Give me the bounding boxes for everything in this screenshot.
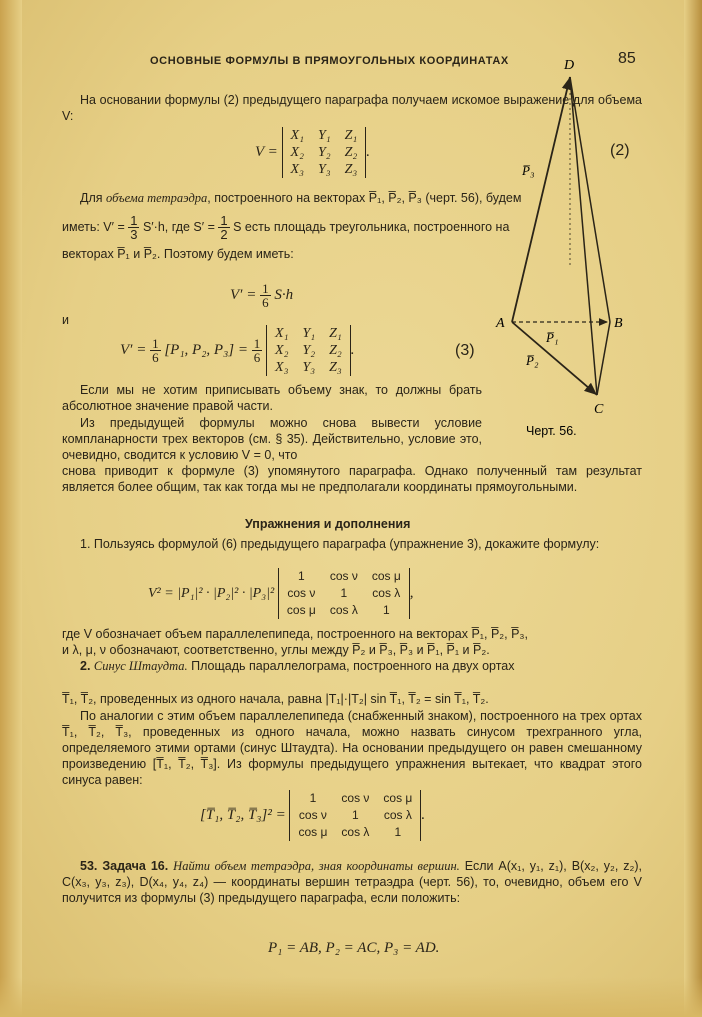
matrix-cell: Z₂ — [344, 145, 358, 160]
matrix-cell: cos μ — [298, 825, 328, 839]
fraction — [128, 214, 139, 241]
determinant — [266, 325, 351, 376]
figure-caption: Черт. 56. — [526, 424, 577, 438]
equation-2 — [255, 127, 370, 178]
label-p2: P̅₂ — [526, 353, 539, 368]
paragraph-therefore: векторах P̅₁ и P̅₂. Поэтому будем иметь: — [62, 247, 294, 261]
matrix-cell: Z₁ — [344, 128, 358, 143]
matrix-cell: Z₁ — [329, 326, 342, 341]
matrix-cell: cos ν — [298, 808, 327, 822]
matrix-cell: Y₃ — [317, 162, 331, 177]
matrix-cell: 1 — [309, 791, 317, 805]
denominator: 3 — [130, 227, 138, 242]
text: S есть площадь треугольника, построенного на — [233, 219, 510, 234]
italic-term: объема тетраэдра — [106, 191, 208, 205]
text: S′·h, где S′ = — [142, 219, 215, 234]
matrix-cell: cos λ — [329, 603, 358, 617]
paragraph-sign: Если мы не хотим приписывать объему знак, то должны брать абсолютное значение правой части. — [62, 383, 482, 413]
determinant — [282, 127, 367, 178]
numerator: 1 — [130, 213, 138, 228]
denominator: 6 — [262, 295, 269, 310]
matrix-cell: Z₃ — [344, 162, 358, 177]
denominator: 6 — [152, 350, 159, 365]
equation-ex1 — [148, 568, 414, 619]
matrix-cell: 1 — [352, 808, 359, 822]
equation-3 — [120, 325, 355, 376]
matrix-cell: Y₁ — [302, 326, 316, 341]
page-edge-left — [0, 0, 22, 1017]
task-title: Найти объем тетраэдра, зная координаты вершин. — [173, 859, 460, 873]
label-p3: P̅₃ — [522, 163, 535, 178]
label-a: A — [496, 316, 505, 331]
text: Площадь параллелограма, построенного на двух ортах — [191, 659, 515, 673]
matrix-cell: X₃ — [290, 162, 304, 177]
label-c: C — [594, 402, 604, 417]
running-title: ОСНОВНЫЕ ФОРМУЛЫ В ПРЯМОУГОЛЬНЫХ КООРДИНАТАХ — [150, 55, 509, 67]
task-16 — [62, 858, 642, 906]
matrix-cell: Y₃ — [302, 360, 316, 375]
eq-lhs: [T̅₁, T̅₂, T̅₃]² = — [200, 806, 286, 823]
exercise-2-line2: T̅₁, T̅₂, проведенных из одного начала, равна |T₁|·|T₂| sin T̅₁, T̅₂ = sin T̅₁, T̅₂. — [62, 692, 489, 706]
numerator: 1 — [262, 281, 269, 296]
numerator: 1 — [253, 336, 261, 351]
edge-dc — [570, 77, 597, 395]
matrix-cell: cos μ — [383, 791, 413, 805]
exercise-2-paragraph: По аналогии с этим объем параллелепипеда (снабженный знаком), построенного на трех ортах T̅₁, T̅₂, T̅₃, проведенных из одного начала, можно назвать синусом трехгранного угла, определяемого этими ортами (синус Штаудта). На основании предыдущего он равен смешанному произведению [T̅₁, T̅₂, T̅₃]. Из формулы предыдущего упражнения вытекает, что квадрат этого синуса равен: — [62, 709, 642, 787]
equation-sh — [230, 282, 293, 309]
determinant — [289, 790, 421, 841]
label-p1: P̅₁ — [546, 330, 559, 345]
exercise-1-angles: и λ, μ, ν обозначают, соответственно, углы между P̅₂ и P̅₃, P̅₃ и P̅₁, P̅₁ и P̅₂. — [62, 643, 490, 657]
conjunction: и — [62, 313, 69, 327]
matrix-cell: X₂ — [275, 343, 289, 358]
fraction — [218, 214, 229, 241]
determinant — [278, 568, 410, 619]
label-b: B — [614, 316, 623, 331]
eq-lhs: V′ = — [230, 286, 257, 303]
text: иметь: V′ = — [62, 219, 125, 234]
matrix-cell: cos ν — [329, 569, 358, 583]
label-d: D — [564, 58, 575, 73]
section-title: Упражнения и дополнения — [245, 517, 411, 531]
paragraph-coplanarity: Из предыдущей формулы можно снова вывести условие компланарности трех векторов (см. § 35). Действительно, условие это, очевидно, сводится к условию V = 0, что — [62, 416, 482, 462]
fraction — [150, 337, 161, 364]
eq-lhs: V = — [255, 143, 278, 160]
matrix-cell: X₂ — [290, 145, 304, 160]
matrix-cell: cos μ — [371, 569, 401, 583]
matrix-cell: Z₂ — [329, 343, 342, 358]
matrix-cell: Y₁ — [317, 128, 331, 143]
matrix-cell: Y₂ — [317, 145, 331, 160]
eq-tail: . — [350, 341, 355, 358]
fraction — [260, 282, 271, 309]
fraction — [252, 337, 263, 364]
text: Для — [80, 191, 107, 205]
matrix-cell: X₃ — [275, 360, 289, 375]
denominator: 6 — [253, 350, 261, 365]
numerator: 1 — [152, 336, 159, 351]
matrix-cell: X₁ — [275, 326, 289, 341]
equation-number: (3) — [455, 342, 475, 359]
matrix-cell: cos ν — [287, 586, 316, 600]
exercise-title: Синус Штаудта. — [93, 659, 188, 673]
equation-number: (2) — [610, 142, 630, 159]
vector-p3 — [512, 77, 570, 322]
eq-mid: [P₁, P₂, P₃] = — [164, 341, 249, 358]
eq-lhs: V² = |P₁|² · |P₂|² · |P₃|² — [148, 585, 275, 601]
denominator: 2 — [220, 227, 228, 242]
tetrahedron-figure — [490, 55, 640, 450]
matrix-cell: cos λ — [372, 586, 401, 600]
task-number: 53. Задача 16. — [80, 859, 169, 873]
matrix-cell: cos λ — [341, 825, 370, 839]
matrix-cell: Y₂ — [302, 343, 316, 358]
eq-lhs: V′ = — [120, 341, 147, 358]
text: Если A(x₁, y₁, z₁), B(x₂, y₂, z₂), C(x₃, y₃, z₃), D(x₄, y₄, z₄) — координаты вершин тетраэдра (черт. 56), то, очевидно, объем его V получится из формулы (3) предыдущего параграфа, если положить: — [62, 859, 642, 905]
edge-db — [570, 77, 610, 322]
matrix-cell: 1 — [382, 603, 390, 617]
matrix-cell: 1 — [340, 586, 348, 600]
eq-tail: . — [366, 143, 370, 160]
paragraph-intro: На основании формулы (2) предыдущего параграфа получаем искомое выражение для объема V: — [62, 93, 642, 123]
eq-rhs: S·h — [274, 286, 294, 303]
page-edge-bottom — [0, 977, 702, 1017]
matrix-cell: cos μ — [286, 603, 316, 617]
page-edge-right — [684, 0, 702, 1017]
matrix-cell: X₁ — [290, 128, 304, 143]
matrix-cell: 1 — [298, 569, 305, 583]
numerator: 1 — [220, 213, 228, 228]
eq-tail: , — [409, 584, 414, 601]
eq-tail: . — [421, 806, 426, 823]
exercise-1: 1. Пользуясь формулой (6) предыдущего параграфа (упражнение 3), докажите формулу: — [80, 537, 600, 551]
matrix-cell: Z₃ — [329, 360, 342, 375]
equation-ex2 — [200, 790, 425, 841]
page-number: 85 — [618, 50, 636, 67]
equation-last: P₁ = AB, P₂ = AC, P₃ = AD. — [268, 940, 440, 956]
matrix-cell: cos λ — [383, 808, 412, 822]
exercise-2 — [62, 658, 642, 674]
paragraph-coplanarity-cont: снова приводит к формуле (3) упомянутого параграфа. Однако полученный там результат является более общим, так как тогда мы не предполагали координаты прямоугольными. — [62, 464, 642, 494]
exercise-1-where: где V обозначает объем параллелепипеда, построенного на векторах P̅₁, P̅₂, P̅₃, — [62, 627, 528, 641]
edge-bc — [597, 322, 610, 395]
matrix-cell: 1 — [394, 825, 402, 839]
text: , построенного на векторах P̅₁, P̅₂, P̅₃ (черт. 56), будем — [207, 191, 522, 205]
matrix-cell: cos ν — [341, 791, 370, 805]
exercise-number: 2. — [80, 659, 91, 673]
